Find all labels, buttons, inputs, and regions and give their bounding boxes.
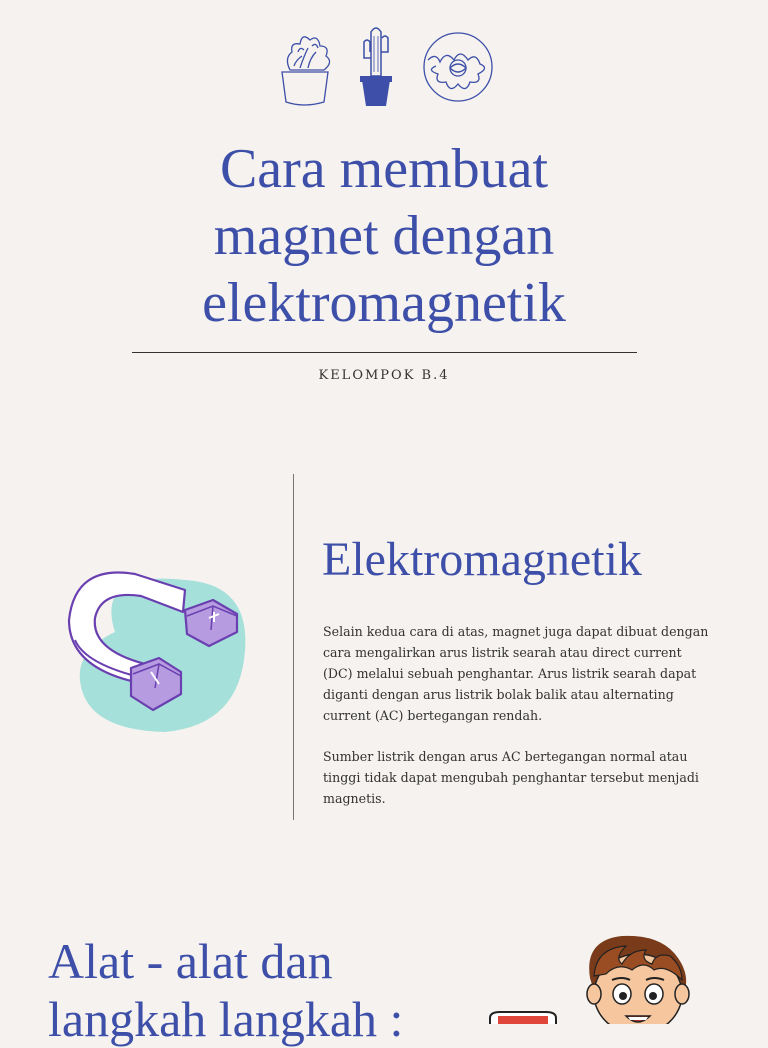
title-line: magnet dengan	[213, 205, 555, 267]
succulent-pot-icon	[282, 37, 330, 105]
steps-title-line: Alat - alat dan	[48, 933, 333, 989]
section-title: Elektromagnetik	[322, 533, 642, 586]
section-paragraph: Sumber listrik dengan arus AC bertegangan normal atau tinggi tidak dapat mengubah penghantar tersebut menjadi magnetis.	[323, 749, 699, 806]
cactus-pot-icon	[360, 28, 392, 106]
page-title	[0, 136, 768, 337]
horseshoe-magnet-icon	[55, 560, 265, 740]
group-label: KELOMPOK B.4	[318, 368, 450, 383]
steps-title	[48, 932, 403, 1048]
title-line: elektromagnetik	[202, 272, 566, 334]
plant-icons	[270, 22, 500, 112]
flower-icon	[424, 33, 492, 101]
section-divider	[293, 474, 294, 820]
boy-with-magnet-icon	[486, 928, 706, 1024]
section-paragraph: Selain kedua cara di atas, magnet juga dapat dibuat dengan cara mengalirkan arus listrik searah atau direct current (DC) melalui sebuah penghantar. Arus listrik searah dapat diganti dengan arus listrik bolak balik atau alternating current (AC) bertegangan rendah.	[323, 624, 709, 723]
title-line: Cara membuat	[219, 138, 549, 200]
title-divider	[132, 352, 637, 353]
steps-title-line: langkah langkah :	[48, 991, 404, 1047]
